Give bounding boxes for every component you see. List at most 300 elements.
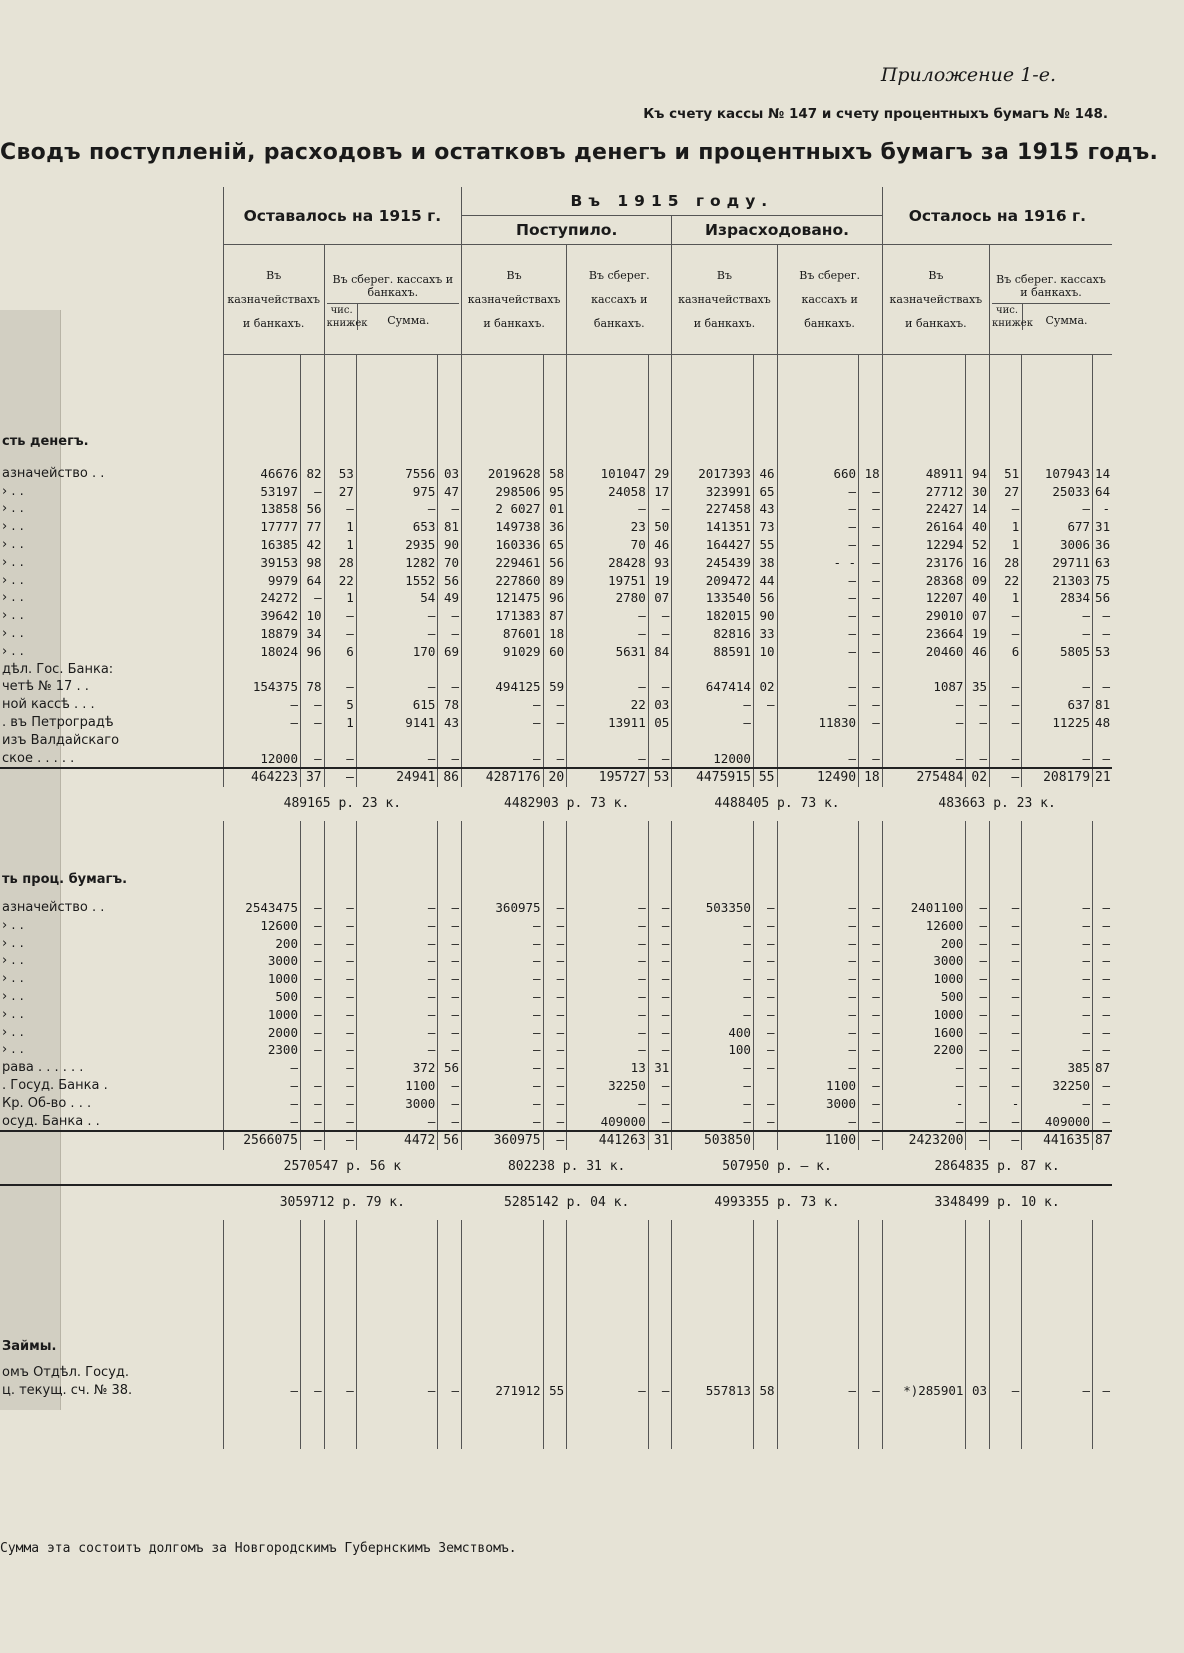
table-cell [672,661,754,679]
table-cell: — [324,1041,356,1059]
table-cell [1093,1310,1112,1356]
table-cell: — [990,970,1022,988]
table-cell [1022,1364,1093,1382]
table-cell: — [859,625,883,643]
table-cell: — [356,750,438,769]
table-cell: 35 [966,678,990,696]
spacer-cell [543,355,567,406]
table-cell [966,732,990,750]
table-cell: 209472 [672,572,754,590]
table-cell: — [777,1041,859,1059]
table-cell: — [777,607,859,625]
table-cell: 1552 [356,572,438,590]
table-cell: 10 [753,643,777,661]
spacer-cell [648,1399,672,1449]
total-cell: — [543,1131,567,1150]
table-cell: 2200 [882,1041,966,1059]
table-row [0,970,1112,988]
table-cell: — [777,643,859,661]
table-cell: — [462,1077,544,1095]
table-cell: — [462,1024,544,1042]
table-cell: — [438,1113,462,1132]
table-cell: — [567,607,649,625]
table-cell [543,843,567,889]
table-cell: — [753,1024,777,1042]
table-cell: 500 [882,988,966,1006]
treasury-header-3: Въ казначействахъ и банкахъ. [672,245,777,355]
table-row [0,500,1112,518]
spacer-cell [990,821,1022,843]
table-cell [1022,661,1093,679]
table-cell: — [966,714,990,732]
table-cell: — [300,589,324,607]
table-cell: — [438,750,462,769]
table-cell [223,661,300,679]
table-cell: 09 [966,572,990,590]
table-cell: — [753,1041,777,1059]
table-cell: 11225 [1022,714,1093,732]
table-cell: 73 [753,518,777,536]
table-cell: 16385 [223,536,300,554]
total-row [0,1131,1112,1150]
table-cell: — [990,899,1022,917]
table-cell: 660 [777,465,859,483]
spacer-cell [753,451,777,465]
table-cell: 298506 [462,483,544,501]
table-cell: 65 [543,536,567,554]
table-cell [777,1310,859,1356]
table-cell: — [672,952,754,970]
table-cell: — [543,970,567,988]
table-cell: 3000 [356,1095,438,1113]
table-cell: — [990,696,1022,714]
table-cell: — [324,899,356,917]
footnote: Сумма эта состоитъ долгомъ за Новгородскимъ Губернскимъ Земствомъ. [0,1541,517,1556]
table-row [0,1024,1112,1042]
table-cell: 56 [438,1059,462,1077]
row-label [0,768,223,787]
table-cell: — [300,917,324,935]
row-label: › . . [2,625,24,641]
spacer-cell [567,355,649,406]
table-cell: 100 [672,1041,754,1059]
section-title: сть денегъ. [2,434,89,449]
received-header: Поступило. [462,216,672,245]
table-cell: — [543,1024,567,1042]
section-row [0,843,1112,889]
grand-total-cell: 5285142 р. 04 к. [462,1185,672,1220]
table-cell: — [859,988,883,1006]
spacer-cell [324,1399,356,1449]
table-cell: 22 [567,696,649,714]
table-cell: 48911 [882,465,966,483]
table-cell: 87 [1093,1059,1112,1077]
spacer-cell [438,1220,462,1310]
table-cell: — [1093,1095,1112,1113]
table-cell: — [672,1113,754,1132]
table-cell: 90 [438,536,462,554]
table-cell: — [859,500,883,518]
table-cell: — [567,935,649,953]
table-cell: — [462,1095,544,1113]
table-cell [438,732,462,750]
table-cell: 2401100 [882,899,966,917]
table-cell: 1 [990,518,1022,536]
spacer-cell [438,1356,462,1364]
table-cell: — [324,607,356,625]
table-cell: — [882,1077,966,1095]
spacer-cell [356,451,438,465]
table-row [0,607,1112,625]
table-row [0,1059,1112,1077]
grand-total-cell: 4993355 р. 73 к. [672,1185,882,1220]
spacer-cell [966,1220,990,1310]
spacer-cell [567,1220,649,1310]
total-cell: — [990,1131,1022,1150]
spacer-cell [990,889,1022,899]
spacer-cell [300,889,324,899]
row-label: › . . [2,572,24,588]
spacer-cell [859,1399,883,1449]
table-cell: — [777,678,859,696]
table-cell: — [462,988,544,1006]
spacer-cell [882,1220,966,1310]
table-cell: 385 [1022,1059,1093,1077]
spacer-cell [462,821,544,843]
table-cell [966,1364,990,1382]
table-cell: 28 [324,554,356,572]
table-cell: — [777,1024,859,1042]
table-cell: — [324,1006,356,1024]
spacer-cell [223,821,300,843]
table-row [0,465,1112,483]
table-cell: — [300,714,324,732]
grand-total-row [0,1185,1112,1220]
table-cell: *)285901 [882,1382,966,1400]
table-cell: 53 [324,465,356,483]
table-row [0,678,1112,696]
table-cell: 56 [543,554,567,572]
table-cell: 36 [1093,536,1112,554]
table-cell: 39642 [223,607,300,625]
table-cell [223,843,300,889]
table-cell: — [223,1077,300,1095]
row-label: рава . . . . . . [2,1060,84,1076]
table-cell [966,843,990,889]
table-cell: — [356,625,438,643]
spacer-cell [0,451,223,465]
table-cell: — [672,970,754,988]
table-cell [462,732,544,750]
table-cell: — [567,952,649,970]
table-cell: — [462,1059,544,1077]
table-cell: 16 [966,554,990,572]
table-cell: 26164 [882,518,966,536]
spacer-cell [753,1220,777,1310]
table-cell: — [990,1077,1022,1095]
table-cell: — [438,607,462,625]
table-cell: — [356,1041,438,1059]
spacer-cell [324,451,356,465]
table-row [0,714,1112,732]
table-cell [1022,1310,1093,1356]
table-cell: — [438,678,462,696]
spacer-cell [990,451,1022,465]
table-cell: — [567,1095,649,1113]
table-cell: — [859,572,883,590]
spacer-cell [882,889,966,899]
grand-total-cell: 3059712 р. 79 к. [223,1185,461,1220]
total-cell: 37 [300,768,324,787]
table-cell: 39153 [223,554,300,572]
table-cell: — [1022,678,1093,696]
table-cell: — [777,750,859,769]
spacer-cell [966,889,990,899]
table-cell [859,661,883,679]
table-cell: — [462,1041,544,1059]
table-cell: — [356,970,438,988]
table-cell [753,1077,777,1095]
table-cell [1093,732,1112,750]
table-cell: — [672,917,754,935]
table-row [0,899,1112,917]
table-cell: — [672,1006,754,1024]
table-cell: 647414 [672,678,754,696]
table-cell: — [324,678,356,696]
table-cell: — [438,1382,462,1400]
table-cell: — [777,970,859,988]
table-cell [543,1310,567,1356]
table-cell: — [990,1059,1022,1077]
table-cell: 56 [753,589,777,607]
table-cell: — [990,714,1022,732]
table-cell [324,732,356,750]
table-row [0,1364,1112,1382]
spacer-row [0,451,1112,465]
table-cell: — [324,988,356,1006]
table-cell: 93 [648,554,672,572]
table-cell: — [672,696,754,714]
table-cell: 27 [990,483,1022,501]
table-cell: — [1093,952,1112,970]
table-cell: — [648,988,672,1006]
table-row [0,750,1112,769]
table-cell [777,732,859,750]
table-cell: — [777,1059,859,1077]
table-cell: 12000 [223,750,300,769]
table-cell: 58 [543,465,567,483]
spacer-cell [223,1399,300,1449]
grand-total-cell: 3348499 р. 10 к. [882,1185,1112,1220]
spacer-cell [324,889,356,899]
table-cell: — [223,1382,300,1400]
table-cell: — [859,483,883,501]
table-cell: 637 [1022,696,1093,714]
row-label: › . . [2,554,24,570]
row-label: › . . [2,483,24,499]
page-title: Сводъ поступленій, расходовъ и остатковъ денегъ и процентныхъ бумагъ за 1915 годъ. [0,140,1159,165]
table-cell: — [777,518,859,536]
table-cell: — [462,917,544,935]
table-cell: — [567,899,649,917]
table-cell [300,1364,324,1382]
table-cell [543,405,567,451]
spacer-cell [356,1220,438,1310]
table-cell: — [753,935,777,953]
table-cell: — [356,988,438,1006]
table-cell: 2019628 [462,465,544,483]
table-cell: 30 [966,483,990,501]
total-cell: 441635 [1022,1131,1093,1150]
table-cell: 1100 [777,1077,859,1095]
table-cell [356,843,438,889]
table-cell: — [462,750,544,769]
row-label: . въ Петроградѣ [2,714,114,730]
spacer-cell [990,1220,1022,1310]
table-cell: 3000 [777,1095,859,1113]
row-label: четѣ № 17 . . [2,679,89,695]
table-cell: — [1022,988,1093,1006]
table-row [0,625,1112,643]
num-books-header-1: чис. книжек [326,305,368,329]
table-cell: 2017393 [672,465,754,483]
table-cell: — [859,643,883,661]
table-cell: — [753,696,777,714]
table-cell: 23664 [882,625,966,643]
total-cell: 24941 [356,768,438,787]
table-cell: — [966,899,990,917]
table-cell: — [1093,607,1112,625]
spacer-cell [648,451,672,465]
table-cell: 03 [438,465,462,483]
table-cell [882,661,966,679]
total-cell: 2423200 [882,1131,966,1150]
table-cell [1022,843,1093,889]
table-cell: — [543,899,567,917]
table-row [0,1113,1112,1132]
spacer-cell [1093,821,1112,843]
table-cell: — [990,917,1022,935]
table-cell: 227458 [672,500,754,518]
table-cell: 503350 [672,899,754,917]
table-cell [300,1059,324,1077]
table-cell: — [462,935,544,953]
table-cell: 82 [300,465,324,483]
spacer-row [0,1220,1112,1310]
table-cell: — [438,917,462,935]
table-cell: — [1022,500,1093,518]
row-label: › . . [2,608,24,624]
table-cell: 63 [1093,554,1112,572]
table-cell: 245439 [672,554,754,572]
spacer-cell [672,355,754,406]
table-cell [966,1095,990,1113]
table-cell [753,661,777,679]
remained-1915-header: Оставалось на 1915 г. [223,187,461,245]
spacer-cell [1093,355,1112,406]
row-label: › . . [2,971,24,987]
table-cell: — [966,970,990,988]
spacer-cell [300,1356,324,1364]
table-cell: 1 [324,518,356,536]
table-cell [859,732,883,750]
table-cell: — [300,750,324,769]
table-cell: — [1022,607,1093,625]
table-cell: 28428 [567,554,649,572]
table-cell: — [543,935,567,953]
table-cell [882,1364,966,1382]
table-cell: — [990,607,1022,625]
table-row [0,518,1112,536]
section-title: ть проц. бумагъ. [2,872,128,888]
table-cell: — [777,917,859,935]
table-cell [462,1310,544,1356]
table-cell: — [753,917,777,935]
table-cell: — [648,970,672,988]
table-cell: 2 6027 [462,500,544,518]
table-cell: 77 [300,518,324,536]
table-cell: — [438,1024,462,1042]
total-cell: 2566075 [223,1131,300,1150]
table-cell: — [990,750,1022,769]
table-cell [438,661,462,679]
table-cell: — [1022,917,1093,935]
table-cell: — [324,500,356,518]
table-cell [753,843,777,889]
table-cell: — [543,696,567,714]
table-cell [223,1310,300,1356]
table-cell [300,405,324,451]
row-label: › . . [2,1024,24,1040]
table-cell: 9979 [223,572,300,590]
table-cell [990,843,1022,889]
table-cell: 17777 [223,518,300,536]
in-1915-header: Въ 1915 году. [462,187,883,216]
savings-header-4 [990,245,1112,355]
table-cell: — [356,1382,438,1400]
table-row [0,572,1112,590]
table-cell [777,1364,859,1382]
table-cell: — [300,1113,324,1132]
table-cell: 94 [966,465,990,483]
total-cell: 4287176 [462,768,544,787]
spacer-cell [753,1399,777,1449]
table-cell [567,405,649,451]
table-cell: 149738 [462,518,544,536]
table-cell: 13911 [567,714,649,732]
table-cell: — [223,714,300,732]
spacer-cell [859,889,883,899]
table-cell: — [753,1006,777,1024]
table-row [0,1041,1112,1059]
table-cell: 14 [966,500,990,518]
table-cell: — [543,1041,567,1059]
table-cell: — [543,1113,567,1132]
table-cell: — [567,1382,649,1400]
table-cell: 22 [324,572,356,590]
table-cell [543,661,567,679]
total-cell: — [324,1131,356,1150]
spacer-cell [672,821,754,843]
row-label: ское . . . . . [2,750,75,766]
table-cell: 96 [300,643,324,661]
spacer-cell [777,821,859,843]
spacer-row [0,821,1112,843]
table-cell: 5631 [567,643,649,661]
table-row [0,1077,1112,1095]
spacer-cell [672,1356,754,1364]
table-cell: — [1022,1382,1093,1400]
